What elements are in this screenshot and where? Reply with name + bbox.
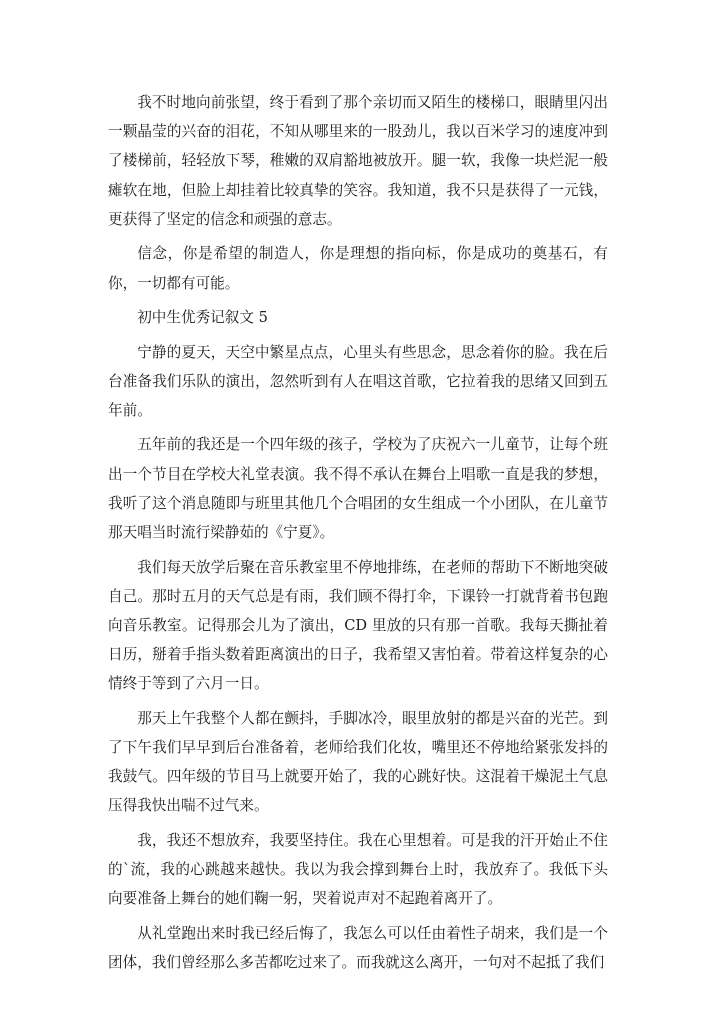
paragraph-4: 五年前的我还是一个四年级的孩子，学校为了庆祝六一儿童节，让每个班出一个节目在学校大礼堂表演。我不得不承认在舞台上唱歌一直是我的梦想，我听了这个消息随即与班里其他几个合唱团的女生组成一个小团队，在儿童节那天唱当时流行梁静茹的《宁夏》。 [108,436,608,542]
paragraph-5: 我们每天放学后聚在音乐教室里不停地排练，在老师的帮助下不断地突破自己。那时五月的天气总是有雨，我们顾不得打伞，下课铃一打就背着书包跑向音乐教室。记得那会儿为了演出，CD 里放的只有那一首歌。我每天撕扯着日历，掰着手指头数着距离演出的日子，我希望又害怕着。带着这样复杂的心情终于等到了六月一日。 [108,558,608,693]
section-heading: 初中生优秀记叙文 5 [137,309,268,327]
paragraph-6: 那天上午我整个人都在颤抖，手脚冰冷，眼里放射的都是兴奋的光芒。到了下午我们早早到后台准备着，老师给我们化妆，嘴里还不停地给紧张发抖的我鼓气。四年级的节目马上就要开始了，我的心跳好快。这混着干燥泥土气息压得我快出喘不过气来。 [108,709,608,815]
paragraph-8: 从礼堂跑出来时我已经后悔了，我怎么可以任由着性子胡来，我们是一个团体，我们曾经那么多苦都吃过来了。而我就这么离开，一句对不起抵了我们 [108,924,608,972]
document-page [108,88,608,983]
paragraph-1: 我不时地向前张望，终于看到了那个亲切而又陌生的楼梯口，眼睛里闪出一颗晶莹的兴奋的泪花，不知从哪里来的一股劲儿，我以百米学习的速度冲到了楼梯前，轻轻放下琴，稚嫩的双肩豁地被放开。腿一软，我像一块烂泥一般瘫软在地，但脸上却挂着比较真挚的笑容。我知道，我不只是获得了一元钱，更获得了坚定的信念和顽强的意志。 [108,94,608,228]
paragraph-2: 信念，你是希望的制造人，你是理想的指向标，你是成功的奠基石，有你，一切都有可能。 [108,245,608,292]
paragraph-3: 宁静的夏天，天空中繁星点点，心里头有些思念，思念着你的脸。我在后台准备我们乐队的演出，忽然听到有人在唱这首歌，它拉着我的思绪又回到五年前。 [108,343,608,419]
paragraph-7: 我，我还不想放弃，我要坚持住。我在心里想着。可是我的汗开始止不住的`流，我的心跳越来越快。我以为我会撑到舞台上时，我放弃了。我低下头向要准备上舞台的她们鞠一躬，哭着说声对不起跑着离开了。 [108,831,608,908]
